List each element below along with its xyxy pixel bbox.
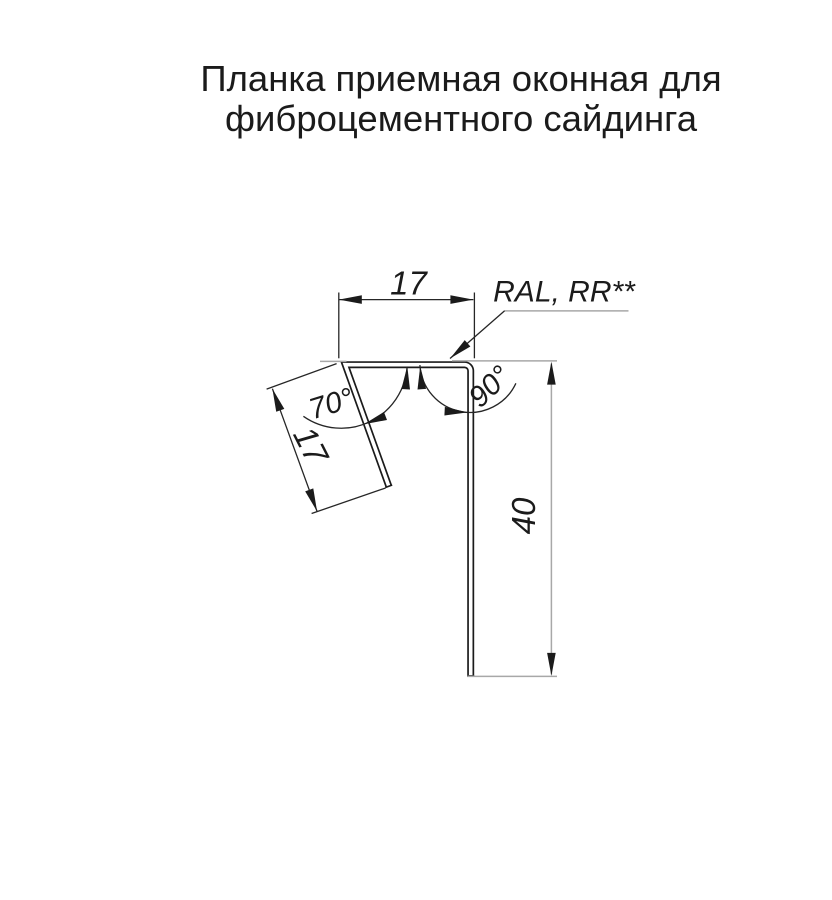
angle-right-arrow-leg xyxy=(444,407,467,417)
drawing-title-line2: фиброцементного сайдинга xyxy=(225,98,697,139)
drawing-title-line1: Планка приемная оконная для xyxy=(200,58,722,99)
angle-right-label: 90° xyxy=(462,359,518,415)
dim-flange-ext-top xyxy=(267,364,337,390)
dim-height-label: 40 xyxy=(505,497,542,535)
dim-height-arrow-top xyxy=(547,362,556,385)
dim-flange-arrow-bottom xyxy=(305,488,321,513)
dim-flange-ext-bottom xyxy=(312,488,386,514)
dim-top-width-arrow-left xyxy=(339,295,362,304)
dim-top-width-label: 17 xyxy=(390,264,427,302)
dim-top-width-arrow-right xyxy=(450,295,473,304)
dim-height-arrow-bottom xyxy=(547,653,556,676)
dim-flange-label: 17 xyxy=(286,420,336,470)
angle-right-arrow-top xyxy=(416,366,426,390)
angle-left-arrow-top xyxy=(401,366,411,390)
coating-label: RAL, RR** xyxy=(493,275,635,309)
angle-left-label: 70° xyxy=(305,381,358,427)
dim-flange-arrow-top xyxy=(268,387,284,412)
